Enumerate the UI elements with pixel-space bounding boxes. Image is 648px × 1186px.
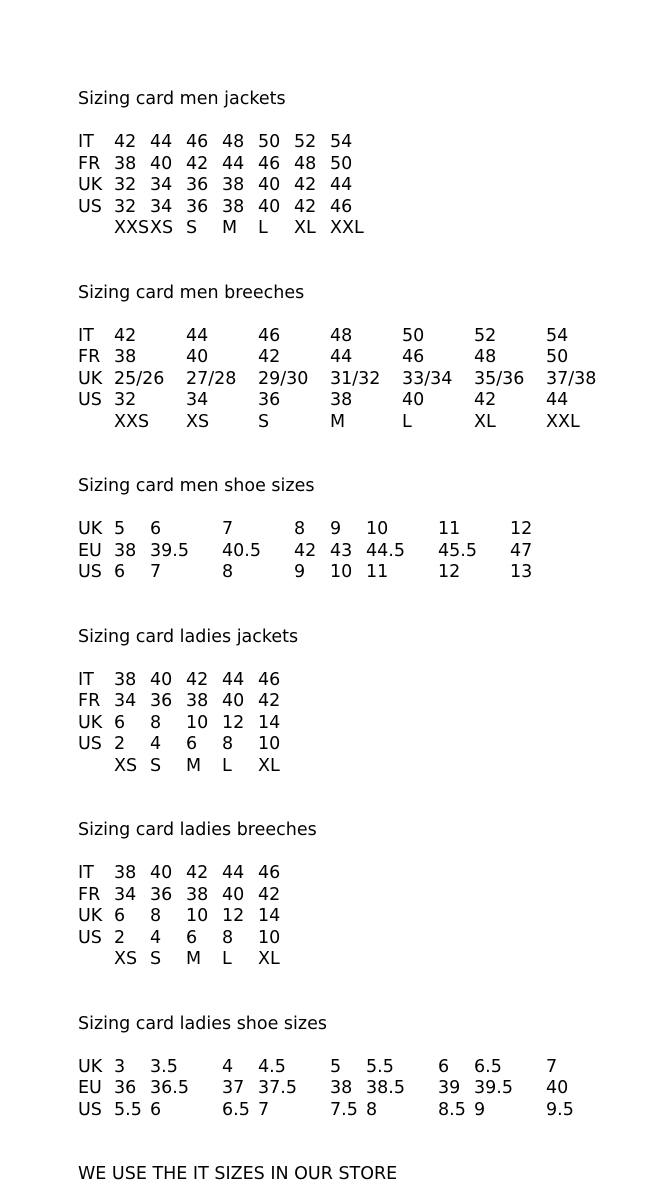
- size-cell: 7: [150, 562, 162, 582]
- size-row: [78, 1057, 648, 1079]
- size-cell: 10: [330, 562, 353, 582]
- size-cell: 5: [330, 1056, 342, 1077]
- size-cell: 7: [546, 1056, 558, 1077]
- size-cell: 48: [474, 347, 497, 367]
- size-cell: 42: [294, 540, 317, 561]
- row-region-label: US: [78, 734, 102, 754]
- row-region-label: US: [78, 927, 102, 948]
- size-cell: 10: [186, 906, 209, 926]
- size-row: [78, 132, 648, 154]
- size-cell: 44.5: [366, 540, 405, 561]
- size-cell: 14: [258, 906, 281, 926]
- size-cell: 6: [186, 927, 198, 948]
- row-region-label: US: [78, 196, 102, 217]
- size-cell: XXS: [114, 411, 150, 432]
- size-cell: 42: [186, 669, 209, 690]
- size-cell: 6.5: [222, 1099, 250, 1120]
- size-cell: 4: [222, 1056, 234, 1077]
- size-cell: L: [258, 218, 268, 238]
- size-cell: 34: [114, 884, 137, 905]
- size-cell: XL: [294, 218, 316, 238]
- size-cell: 8: [222, 734, 234, 754]
- size-row: [78, 562, 648, 584]
- size-cell: 44: [546, 390, 569, 410]
- size-cell: XL: [258, 755, 280, 776]
- size-cell: 5: [114, 519, 126, 539]
- section-ladies-shoe-sizes: [78, 1014, 648, 1122]
- size-cell: M: [330, 411, 346, 432]
- size-cell: 4: [150, 734, 162, 754]
- size-cell: XS: [114, 755, 138, 776]
- size-row: [78, 154, 648, 176]
- store-note: WE USE THE IT SIZES IN OUR STORE: [78, 1164, 398, 1184]
- row-region-label: [78, 949, 114, 971]
- size-cell: 38.5: [366, 1078, 405, 1098]
- row-region-label: US: [78, 1099, 102, 1120]
- size-cell: 4: [150, 927, 162, 948]
- size-cell: 32: [114, 390, 137, 410]
- size-cell: 48: [222, 132, 245, 152]
- row-region-label: UK: [78, 519, 103, 539]
- size-cell: XS: [114, 949, 138, 969]
- size-cell: 36: [150, 884, 173, 905]
- size-cell: L: [222, 755, 232, 776]
- size-cell: 8: [366, 1099, 378, 1120]
- size-cell: 38: [330, 390, 353, 410]
- size-cell: 37.5: [258, 1078, 297, 1098]
- row-region-label: FR: [78, 691, 101, 711]
- size-cell: 42: [258, 347, 281, 367]
- size-cell: 12: [438, 562, 461, 582]
- size-cell: 32: [114, 175, 137, 195]
- size-cell: 44: [330, 347, 353, 367]
- size-cell: 6.5: [474, 1056, 502, 1077]
- size-cell: 36.5: [150, 1078, 189, 1098]
- size-cell: 6: [438, 1056, 450, 1077]
- size-cell: 34: [186, 390, 209, 410]
- size-cell: 38: [222, 196, 245, 217]
- section-ladies-breeches: [78, 820, 648, 971]
- size-cell: 40: [222, 884, 245, 905]
- size-cell: 10: [258, 927, 281, 948]
- size-row: [78, 928, 648, 950]
- size-cell: 44: [222, 863, 245, 883]
- section-title: Sizing card men jackets: [78, 89, 286, 109]
- section-men-shoe-sizes: [78, 476, 648, 584]
- size-row: [78, 1078, 648, 1100]
- size-row: [78, 197, 648, 219]
- size-cell: 5.5: [366, 1056, 394, 1077]
- size-cell: M: [222, 218, 238, 238]
- size-row: [78, 1100, 648, 1122]
- size-table-men-shoes: [78, 519, 648, 584]
- size-row: [78, 175, 648, 197]
- size-cell: 52: [294, 132, 317, 152]
- size-cell: 36: [186, 175, 209, 195]
- size-cell: 44: [150, 132, 173, 152]
- size-cell: 45.5: [438, 540, 477, 561]
- size-cell: 42: [114, 325, 137, 346]
- size-cell: 50: [330, 153, 353, 174]
- size-row: [78, 326, 648, 348]
- size-cell: 9.5: [546, 1099, 574, 1120]
- size-row: [78, 519, 648, 541]
- size-row: [78, 863, 648, 885]
- size-cell: 40.5: [222, 540, 261, 561]
- size-cell: 3: [114, 1056, 126, 1077]
- size-cell: 37/38: [546, 368, 597, 389]
- size-cell: 35/36: [474, 368, 525, 389]
- size-cell: 40: [402, 390, 425, 410]
- size-cell: 8: [150, 906, 162, 926]
- size-cell: 29/30: [258, 368, 309, 389]
- size-cell: 46: [258, 325, 281, 346]
- size-row: [78, 756, 648, 778]
- size-row: [78, 713, 648, 735]
- section-ladies-jackets: [78, 627, 648, 778]
- size-cell: 40: [258, 196, 281, 217]
- size-row: [78, 670, 648, 692]
- size-cell: M: [186, 755, 202, 776]
- size-cell: 40: [222, 691, 245, 711]
- section-men-jackets: [78, 89, 648, 240]
- size-cell: 46: [186, 132, 209, 152]
- size-cell: 40: [150, 669, 173, 690]
- size-cell: 39.5: [474, 1078, 513, 1098]
- size-cell: 40: [186, 347, 209, 367]
- section-title: Sizing card men shoe sizes: [78, 476, 315, 496]
- size-cell: XL: [258, 949, 280, 969]
- size-row: [78, 369, 648, 391]
- size-cell: S: [150, 949, 162, 969]
- size-cell: 4.5: [258, 1056, 286, 1077]
- size-cell: 44: [330, 175, 353, 195]
- size-cell: 6: [114, 712, 126, 733]
- row-region-label: EU: [78, 540, 102, 561]
- size-cell: 27/28: [186, 368, 237, 389]
- size-cell: 38: [114, 863, 137, 883]
- row-region-label: [78, 756, 114, 778]
- size-cell: 36: [186, 196, 209, 217]
- size-cell: 12: [510, 519, 533, 539]
- size-cell: 9: [294, 562, 306, 582]
- size-cell: 33/34: [402, 368, 453, 389]
- size-cell: 10: [186, 712, 209, 733]
- size-cell: 7.5: [330, 1099, 358, 1120]
- size-cell: S: [186, 218, 198, 238]
- size-row: [78, 906, 648, 928]
- size-row: [78, 390, 648, 412]
- size-cell: 11: [438, 519, 461, 539]
- size-cell: 42: [258, 691, 281, 711]
- row-region-label: [78, 412, 114, 434]
- size-cell: 42: [474, 390, 497, 410]
- size-cell: XXS: [114, 218, 150, 238]
- size-row: [78, 218, 648, 240]
- size-cell: 7: [258, 1099, 270, 1120]
- size-cell: 42: [186, 863, 209, 883]
- row-region-label: UK: [78, 712, 103, 733]
- size-cell: 6: [114, 906, 126, 926]
- size-cell: 43: [330, 540, 353, 561]
- size-cell: 9: [330, 519, 342, 539]
- size-cell: 8: [294, 519, 306, 539]
- size-cell: 46: [330, 196, 353, 217]
- size-cell: S: [258, 411, 270, 432]
- size-cell: 8: [222, 927, 234, 948]
- size-cell: XL: [474, 411, 496, 432]
- size-cell: 34: [150, 196, 173, 217]
- size-cell: 6: [150, 519, 162, 539]
- size-cell: 25/26: [114, 368, 165, 389]
- row-region-label: FR: [78, 884, 101, 905]
- row-region-label: US: [78, 562, 102, 582]
- row-region-label: UK: [78, 368, 103, 389]
- size-row: [78, 949, 648, 971]
- size-cell: 34: [150, 175, 173, 195]
- size-cell: 32: [114, 196, 137, 217]
- size-cell: 42: [294, 175, 317, 195]
- row-region-label: FR: [78, 153, 101, 174]
- size-cell: 8: [150, 712, 162, 733]
- size-cell: 42: [114, 132, 137, 152]
- size-cell: 38: [114, 540, 137, 561]
- size-cell: 44: [222, 153, 245, 174]
- size-cell: 46: [402, 347, 425, 367]
- section-title: Sizing card men breeches: [78, 282, 305, 303]
- size-cell: 46: [258, 153, 281, 174]
- section-title: Sizing card ladies breeches: [78, 820, 317, 840]
- size-cell: 9: [474, 1099, 486, 1120]
- size-cell: XS: [150, 218, 174, 238]
- size-cell: 7: [222, 519, 234, 539]
- size-cell: 38: [186, 884, 209, 905]
- size-cell: 2: [114, 734, 126, 754]
- row-region-label: FR: [78, 347, 101, 367]
- size-cell: L: [402, 411, 412, 432]
- size-cell: XXL: [330, 218, 364, 238]
- row-region-label: UK: [78, 1056, 103, 1077]
- size-cell: 12: [222, 906, 245, 926]
- size-cell: 10: [258, 734, 281, 754]
- size-cell: 12: [222, 712, 245, 733]
- size-cell: 52: [474, 325, 497, 346]
- size-cell: 40: [546, 1078, 569, 1098]
- size-cell: 54: [330, 132, 353, 152]
- row-region-label: [78, 218, 114, 240]
- size-cell: 6: [114, 562, 126, 582]
- size-cell: 48: [330, 325, 353, 346]
- size-cell: S: [150, 755, 162, 776]
- size-cell: 48: [294, 153, 317, 174]
- size-cell: 34: [114, 691, 137, 711]
- row-region-label: US: [78, 390, 102, 410]
- size-cell: 6: [150, 1099, 162, 1120]
- size-cell: 5.5: [114, 1099, 142, 1120]
- size-row: [78, 541, 648, 563]
- size-cell: 8: [222, 562, 234, 582]
- size-cell: 36: [150, 691, 173, 711]
- row-region-label: IT: [78, 863, 94, 883]
- section-men-breeches: [78, 283, 648, 434]
- size-table-men-breeches: [78, 326, 648, 434]
- size-cell: 36: [258, 390, 281, 410]
- size-cell: 31/32: [330, 368, 381, 389]
- row-region-label: IT: [78, 669, 94, 690]
- size-cell: M: [186, 949, 202, 969]
- size-cell: 44: [186, 325, 209, 346]
- size-cell: XXL: [546, 411, 580, 432]
- size-cell: 38: [114, 669, 137, 690]
- size-cell: 37: [222, 1078, 245, 1098]
- size-table-ladies-breeches: [78, 863, 648, 971]
- size-cell: 42: [258, 884, 281, 905]
- size-row: [78, 347, 648, 369]
- size-cell: L: [222, 949, 232, 969]
- size-row: [78, 885, 648, 907]
- size-cell: 39: [438, 1078, 461, 1098]
- size-cell: 38: [222, 175, 245, 195]
- size-cell: 39.5: [150, 540, 189, 561]
- size-cell: 38: [186, 691, 209, 711]
- row-region-label: IT: [78, 325, 94, 346]
- size-cell: 47: [510, 540, 533, 561]
- size-cell: 3.5: [150, 1056, 178, 1077]
- size-table-men-jackets: [78, 132, 648, 240]
- size-cell: 42: [294, 196, 317, 217]
- size-cell: 14: [258, 712, 281, 733]
- size-cell: 10: [366, 519, 389, 539]
- size-table-ladies-shoes: [78, 1057, 648, 1122]
- size-cell: 44: [222, 669, 245, 690]
- size-cell: 38: [114, 153, 137, 174]
- size-cell: 40: [150, 863, 173, 883]
- size-cell: 50: [258, 132, 281, 152]
- section-title: Sizing card ladies shoe sizes: [78, 1013, 327, 1034]
- size-cell: 38: [330, 1078, 353, 1098]
- size-row: [78, 412, 648, 434]
- row-region-label: UK: [78, 175, 103, 195]
- size-cell: 46: [258, 863, 281, 883]
- size-cell: 46: [258, 669, 281, 690]
- size-cell: 13: [510, 562, 533, 582]
- size-cell: 54: [546, 325, 569, 346]
- size-cell: 6: [186, 734, 198, 754]
- size-cell: 50: [402, 325, 425, 346]
- size-cell: XS: [186, 411, 210, 432]
- size-cell: 11: [366, 562, 389, 582]
- size-cell: 36: [114, 1078, 137, 1098]
- row-region-label: UK: [78, 906, 103, 926]
- size-cell: 42: [186, 153, 209, 174]
- size-cell: 8.5: [438, 1099, 466, 1120]
- size-cell: 40: [258, 175, 281, 195]
- size-cell: 50: [546, 347, 569, 367]
- size-cell: 40: [150, 153, 173, 174]
- size-table-ladies-jackets: [78, 670, 648, 778]
- row-region-label: IT: [78, 132, 94, 152]
- size-cell: 2: [114, 927, 126, 948]
- size-cell: 38: [114, 347, 137, 367]
- size-row: [78, 691, 648, 713]
- row-region-label: EU: [78, 1078, 102, 1098]
- section-title: Sizing card ladies jackets: [78, 626, 299, 647]
- size-row: [78, 734, 648, 756]
